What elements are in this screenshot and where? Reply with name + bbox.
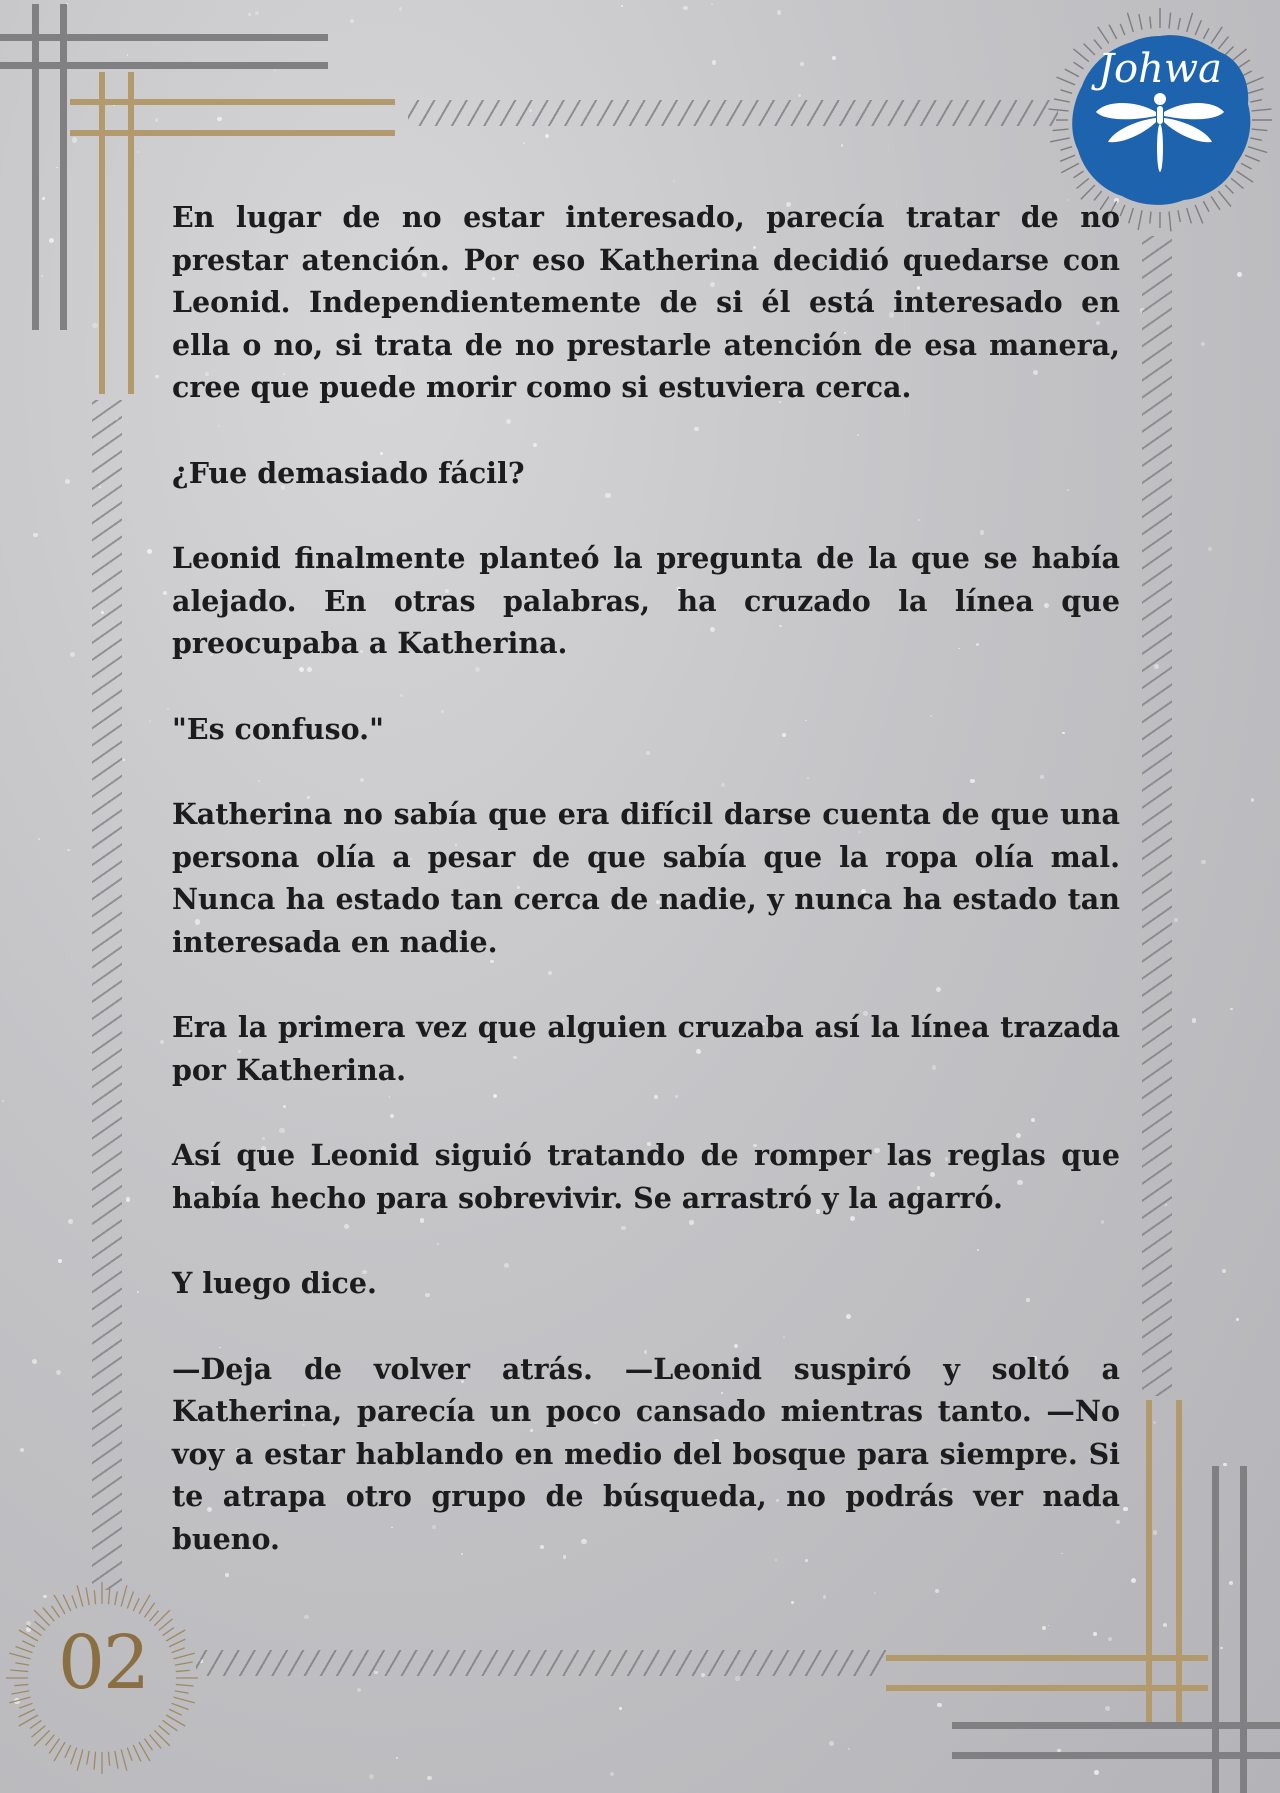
ray bbox=[175, 1691, 189, 1693]
snow-speck bbox=[1230, 1008, 1232, 1010]
frame-line bbox=[1176, 1400, 1182, 1722]
frame-line bbox=[0, 34, 328, 41]
ray bbox=[14, 1684, 28, 1685]
ray bbox=[127, 1592, 133, 1609]
ray bbox=[144, 1739, 152, 1750]
ray bbox=[1250, 100, 1262, 102]
snow-speck bbox=[167, 708, 169, 710]
ray bbox=[173, 1697, 194, 1703]
snow-speck bbox=[217, 117, 222, 122]
snow-speck bbox=[735, 1676, 739, 1680]
ray bbox=[1178, 18, 1180, 30]
ray bbox=[115, 1751, 118, 1769]
ray bbox=[1120, 205, 1125, 216]
ray bbox=[11, 1691, 29, 1694]
ray bbox=[1252, 129, 1268, 131]
snow-speck bbox=[274, 70, 276, 72]
ray bbox=[49, 1739, 59, 1754]
snow-speck bbox=[2, 1100, 4, 1102]
ray bbox=[1074, 171, 1084, 178]
paragraph: Leonid finalmente planteó la pregunta de la que se había alejado. En otras palabras, ha cruzado la línea que preocupaba a Katherina. bbox=[172, 541, 1120, 660]
ray bbox=[30, 1720, 41, 1728]
ray bbox=[19, 1703, 32, 1708]
ray bbox=[9, 1697, 30, 1703]
snow-speck bbox=[1093, 1632, 1097, 1636]
ray bbox=[19, 1709, 35, 1717]
ray bbox=[159, 1726, 170, 1735]
snow-speck bbox=[1223, 1463, 1226, 1466]
ray bbox=[1061, 163, 1079, 172]
snow-speck bbox=[163, 591, 168, 596]
snow-speck bbox=[248, 13, 251, 16]
ray bbox=[52, 1606, 60, 1617]
hatched-border-top bbox=[408, 100, 1058, 126]
ray bbox=[15, 1663, 29, 1665]
ray bbox=[1252, 109, 1272, 111]
snow-speck bbox=[1131, 1578, 1136, 1583]
paragraph: Era la primera vez que alguien cruzaba así la línea trazada por Katherina. bbox=[172, 1010, 1120, 1087]
ray bbox=[1169, 13, 1171, 29]
ray bbox=[71, 1748, 77, 1765]
snow-speck bbox=[673, 180, 675, 182]
snow-speck bbox=[545, 134, 549, 138]
frame-line bbox=[1240, 1466, 1247, 1793]
hatched-border-left bbox=[92, 400, 122, 1590]
snow-speck bbox=[126, 1197, 130, 1201]
ray bbox=[45, 1735, 54, 1746]
ray bbox=[1178, 210, 1180, 222]
snow-speck bbox=[41, 275, 43, 277]
snow-speck bbox=[1042, 1626, 1046, 1630]
ray bbox=[16, 1647, 33, 1653]
ray bbox=[94, 1590, 95, 1604]
snow-speck bbox=[777, 10, 781, 14]
snow-speck bbox=[798, 94, 801, 97]
snow-speck bbox=[427, 1776, 432, 1781]
ray bbox=[1241, 163, 1252, 169]
snow-speck bbox=[65, 479, 70, 484]
ray bbox=[1169, 212, 1171, 232]
snow-speck bbox=[1201, 342, 1205, 346]
ray bbox=[133, 1745, 141, 1761]
ray bbox=[172, 1703, 189, 1709]
ray bbox=[108, 1586, 110, 1604]
snow-speck bbox=[399, 7, 402, 10]
snow-speck bbox=[937, 1703, 941, 1707]
frame-line bbox=[952, 1722, 1280, 1729]
ray bbox=[1187, 208, 1192, 223]
snow-speck bbox=[1236, 1318, 1239, 1321]
ray bbox=[32, 1726, 46, 1738]
snow-speck bbox=[32, 1359, 37, 1364]
ray bbox=[121, 1585, 127, 1606]
snow-speck bbox=[619, 1707, 622, 1710]
snow-speck bbox=[67, 849, 69, 851]
snow-speck bbox=[610, 1772, 614, 1776]
snow-speck bbox=[58, 1259, 62, 1263]
snow-speck bbox=[829, 1741, 834, 1746]
hatched-border-bottom bbox=[196, 1650, 886, 1676]
snow-speck bbox=[49, 238, 54, 243]
ray bbox=[10, 1670, 28, 1672]
ray bbox=[9, 1653, 30, 1659]
frame-line bbox=[1212, 1466, 1219, 1793]
snow-speck bbox=[1153, 1421, 1156, 1424]
snow-speck bbox=[396, 1757, 398, 1759]
ray bbox=[1236, 171, 1253, 182]
ray bbox=[1195, 205, 1203, 223]
frame-line bbox=[32, 4, 39, 330]
ray bbox=[127, 1748, 132, 1761]
paragraph: Y luego dice. bbox=[172, 1266, 377, 1300]
snow-speck bbox=[841, 144, 844, 147]
ray bbox=[77, 1585, 83, 1606]
snow-speck bbox=[20, 1448, 24, 1452]
snow-speck bbox=[832, 56, 836, 60]
hatched-border-right bbox=[1142, 236, 1172, 1396]
snow-speck bbox=[92, 323, 97, 328]
ray bbox=[1211, 196, 1220, 209]
ray bbox=[94, 1752, 96, 1770]
snow-speck bbox=[1094, 1770, 1099, 1775]
ray bbox=[1225, 185, 1233, 193]
snow-speck bbox=[848, 1748, 850, 1750]
snow-speck bbox=[1105, 1706, 1110, 1711]
ray bbox=[121, 1749, 127, 1770]
snow-speck bbox=[350, 19, 355, 24]
ray bbox=[1150, 212, 1151, 224]
ray bbox=[176, 1684, 194, 1686]
ray bbox=[108, 1752, 109, 1766]
ray bbox=[1211, 27, 1222, 44]
ray bbox=[144, 1603, 154, 1618]
body-text bbox=[172, 196, 1120, 1603]
ray bbox=[72, 1595, 77, 1608]
ray bbox=[1250, 138, 1262, 140]
ray bbox=[172, 1648, 185, 1653]
snow-speck bbox=[68, 1219, 72, 1223]
ray bbox=[22, 1641, 35, 1647]
paragraph: Katherina no sabía que era difícil darse cuenta de que una persona olía a pesar de que sabía que la ropa olía mal. Nunca ha estado tan cerca de nadie, y nunca ha estado tan interesada en nadie. bbox=[172, 797, 1120, 959]
snow-speck bbox=[1208, 547, 1212, 551]
ray bbox=[175, 1662, 193, 1665]
snow-speck bbox=[1108, 1637, 1112, 1641]
ray bbox=[1120, 24, 1125, 35]
snow-speck bbox=[711, 4, 713, 6]
snow-speck bbox=[155, 118, 158, 121]
snow-speck bbox=[1237, 272, 1242, 277]
frame-line bbox=[886, 1655, 1208, 1661]
snow-speck bbox=[357, 1688, 361, 1692]
snow-speck bbox=[712, 60, 717, 65]
paragraph: —Deja de volver atrás. —Leonid suspiró y soltó a Katherina, parecía un poco cansado mientras tanto. —No voy a estar hablando en medio del bosque para siempre. Si te atrapa otro grupo de búsqueda, no podrás ver nada bueno. bbox=[172, 1351, 1120, 1556]
snow-speck bbox=[149, 720, 151, 722]
snow-speck bbox=[72, 137, 77, 142]
ray bbox=[1077, 178, 1089, 188]
ray bbox=[1109, 25, 1117, 39]
ray bbox=[1218, 191, 1231, 206]
ray bbox=[1050, 138, 1070, 142]
snow-speck bbox=[70, 652, 75, 657]
logo-text: Johwa bbox=[1098, 46, 1222, 92]
paragraph: En lugar de no estar interesado, parecía tratar de no prestar atención. Por eso Katherina decidió quedarse con Leonid. Independientemente de si él está interesado en ella o no, si trata de no prestarle atención de esa manera, cree que puede morir como si estuviera cerca. bbox=[172, 200, 1120, 404]
ray bbox=[176, 1670, 190, 1671]
snow-speck bbox=[1123, 1507, 1127, 1511]
paragraph: Así que Leonid siguió tratando de romper las reglas que había hecho para sobrevivir. Se arrastró y la agarró. bbox=[172, 1138, 1120, 1215]
snow-speck bbox=[621, 5, 623, 7]
ray bbox=[1139, 14, 1142, 30]
frame-line bbox=[886, 1685, 1208, 1691]
ray bbox=[1187, 13, 1193, 32]
snow-speck bbox=[683, 6, 688, 11]
ray bbox=[1054, 99, 1070, 102]
ray bbox=[63, 1595, 71, 1611]
snow-speck bbox=[56, 167, 58, 169]
snow-speck bbox=[155, 375, 159, 379]
ray bbox=[1127, 13, 1133, 32]
snow-speck bbox=[160, 1040, 164, 1044]
snow-speck bbox=[1163, 1623, 1168, 1628]
snow-speck bbox=[137, 1291, 139, 1293]
snow-speck bbox=[369, 1774, 374, 1779]
snow-speck bbox=[1174, 918, 1178, 922]
snow-speck bbox=[38, 838, 40, 840]
ray bbox=[1231, 178, 1243, 188]
paragraph: "Es confuso." bbox=[172, 711, 384, 746]
snow-speck bbox=[147, 549, 152, 554]
ray bbox=[1049, 109, 1069, 111]
snow-speck bbox=[1220, 1647, 1222, 1649]
ray bbox=[77, 1749, 83, 1770]
ray bbox=[1053, 129, 1069, 131]
snow-speck bbox=[1153, 1530, 1157, 1534]
frame-line bbox=[70, 130, 395, 136]
snow-speck bbox=[33, 533, 38, 538]
frame-line bbox=[99, 72, 105, 394]
snow-speck bbox=[137, 151, 139, 153]
paragraph: ¿Fue demasiado fácil? bbox=[172, 455, 525, 490]
snow-speck bbox=[255, 11, 259, 15]
snow-speck bbox=[42, 197, 45, 200]
snow-speck bbox=[1201, 860, 1206, 865]
snow-speck bbox=[523, 142, 525, 144]
ray bbox=[86, 1587, 89, 1605]
frame-line bbox=[128, 72, 134, 394]
ray bbox=[1060, 147, 1071, 150]
ray bbox=[65, 1745, 71, 1758]
ray bbox=[1098, 27, 1109, 44]
snow-speck bbox=[1229, 1581, 1233, 1585]
ray bbox=[1060, 155, 1075, 161]
frame-line bbox=[952, 1752, 1280, 1759]
snow-speck bbox=[1192, 1018, 1196, 1022]
page-number: 02 bbox=[57, 1620, 149, 1706]
ray bbox=[115, 1591, 117, 1605]
ray bbox=[1203, 201, 1209, 212]
frame-line bbox=[60, 4, 67, 330]
snow-speck bbox=[1222, 1269, 1227, 1274]
frame-line bbox=[70, 99, 395, 105]
snow-speck bbox=[304, 1615, 309, 1620]
ray bbox=[173, 1653, 194, 1659]
snow-speck bbox=[1048, 1625, 1050, 1627]
snow-speck bbox=[1251, 798, 1254, 801]
ray bbox=[1150, 17, 1151, 29]
ray bbox=[133, 1598, 139, 1611]
ray bbox=[169, 1639, 185, 1647]
snow-speck bbox=[56, 1370, 61, 1375]
ray bbox=[1195, 20, 1201, 35]
snow-speck bbox=[123, 759, 125, 761]
frame-line bbox=[1146, 1400, 1152, 1722]
snow-speck bbox=[800, 62, 804, 66]
ray bbox=[169, 1709, 182, 1715]
frame-line bbox=[0, 62, 328, 69]
ray bbox=[87, 1751, 89, 1765]
ray bbox=[163, 1720, 178, 1730]
ray bbox=[1245, 155, 1260, 161]
ray bbox=[1138, 210, 1142, 230]
snow-speck bbox=[127, 54, 129, 56]
ray bbox=[150, 1735, 162, 1749]
ray bbox=[1248, 147, 1267, 153]
ray bbox=[1129, 208, 1134, 223]
ray bbox=[1203, 28, 1209, 39]
